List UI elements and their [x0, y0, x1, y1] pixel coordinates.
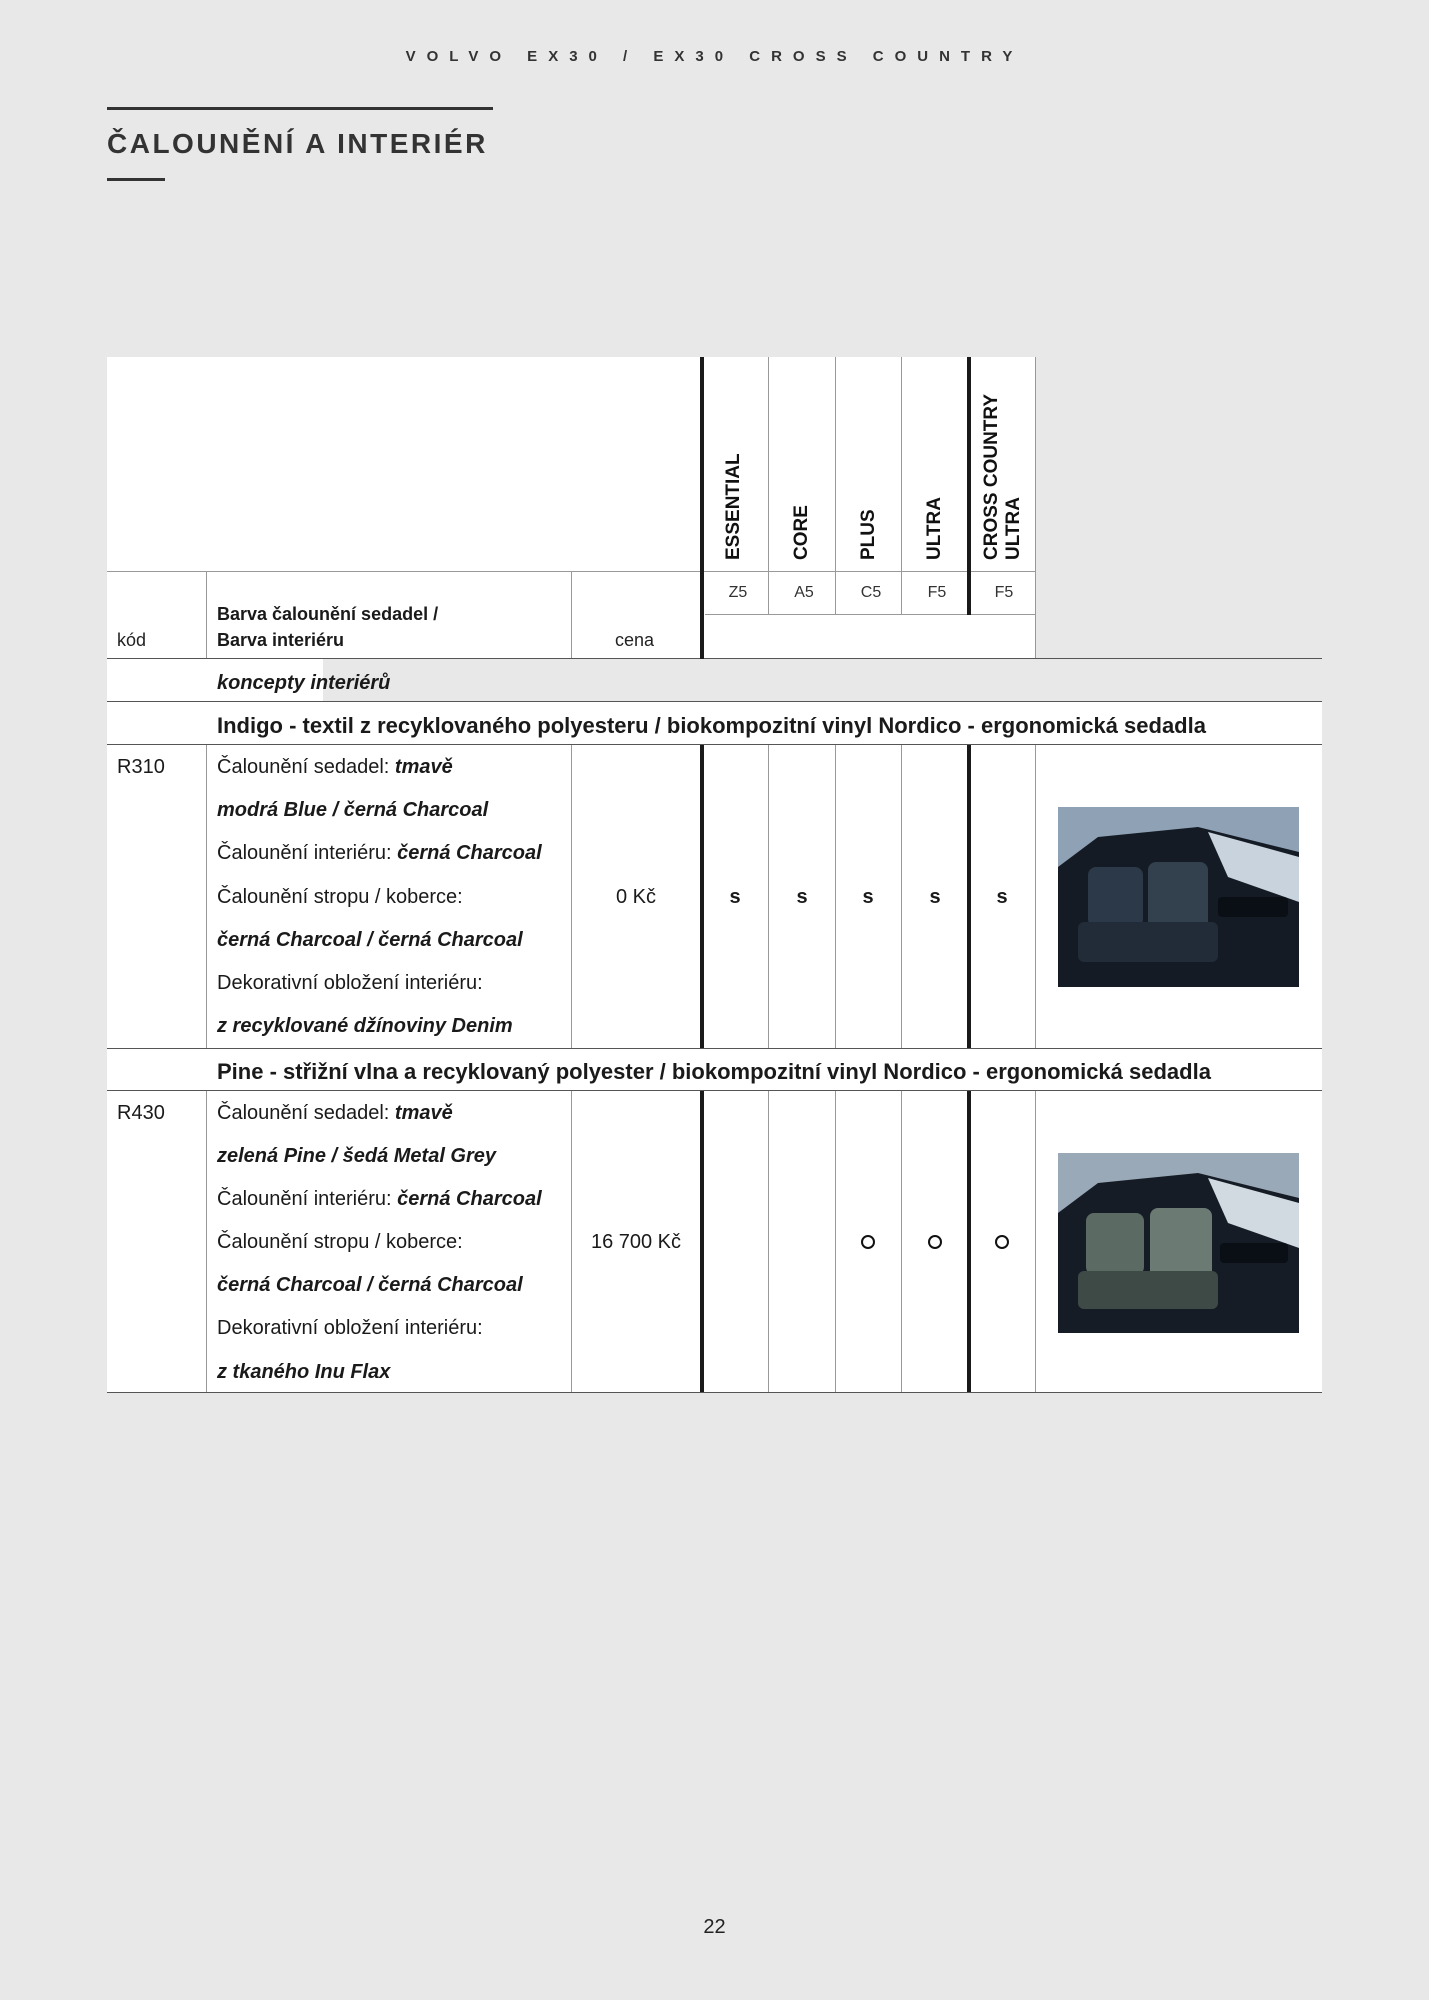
availability-standard: s: [729, 886, 741, 908]
availability-optional-icon: [995, 1235, 1009, 1249]
trim-header-ultra: ULTRA: [924, 497, 945, 560]
concept-1-price: 0 Kč: [615, 886, 657, 908]
section-title: ČALOUNĚNÍ A INTERIÉR: [107, 128, 488, 159]
trim-code-cc-ultra: F5: [994, 584, 1014, 601]
trim-code-ultra: F5: [927, 584, 947, 601]
column-header-color-2: Barva interiéru: [217, 630, 345, 650]
column-header-code: kód: [117, 630, 147, 650]
availability-standard: s: [929, 886, 941, 908]
page-number: 22: [703, 1916, 726, 1938]
concept-code-r310: R310: [117, 756, 165, 778]
column-header-price: cena: [615, 630, 655, 650]
availability-standard: s: [862, 886, 874, 908]
trim-code-plus: C5: [860, 584, 882, 601]
trim-header-cross-country-ultra: CROSS COUNTRY ULTRA: [981, 393, 1024, 560]
interior-photo-pine: [1058, 1153, 1299, 1333]
concept-title-indigo: Indigo - textil z recyklovaného polyesteru / biokompozitní vinyl Nordico - ergonomická sedadla: [217, 713, 1206, 738]
trim-header-core: CORE: [791, 505, 812, 560]
availability-optional-icon: [928, 1235, 942, 1249]
concept-code-r430: R430: [117, 1102, 165, 1124]
trim-code-essential: Z5: [728, 584, 748, 601]
column-header-color-1: Barva čalounění sedadel /: [217, 604, 439, 624]
availability-standard: s: [796, 886, 808, 908]
interior-photo-indigo: [1058, 807, 1299, 987]
top-rule: [107, 107, 493, 110]
title-underline: [107, 178, 165, 181]
availability-optional-icon: [861, 1235, 875, 1249]
trim-code-core: A5: [794, 584, 814, 601]
trim-header-plus: PLUS: [858, 509, 879, 560]
availability-standard: s: [996, 886, 1008, 908]
concept-title-pine: Pine - střižní vlna a recyklovaný polyester / biokompozitní vinyl Nordico - ergonomická sedadla: [217, 1059, 1211, 1084]
running-header: VOLVO EX30 / EX30 CROSS COUNTRY: [405, 48, 1024, 65]
group-label: koncepty interiérů: [217, 672, 391, 694]
concept-2-price: 16 700 Kč: [590, 1231, 682, 1253]
trim-header-essential: ESSENTIAL: [723, 453, 744, 560]
